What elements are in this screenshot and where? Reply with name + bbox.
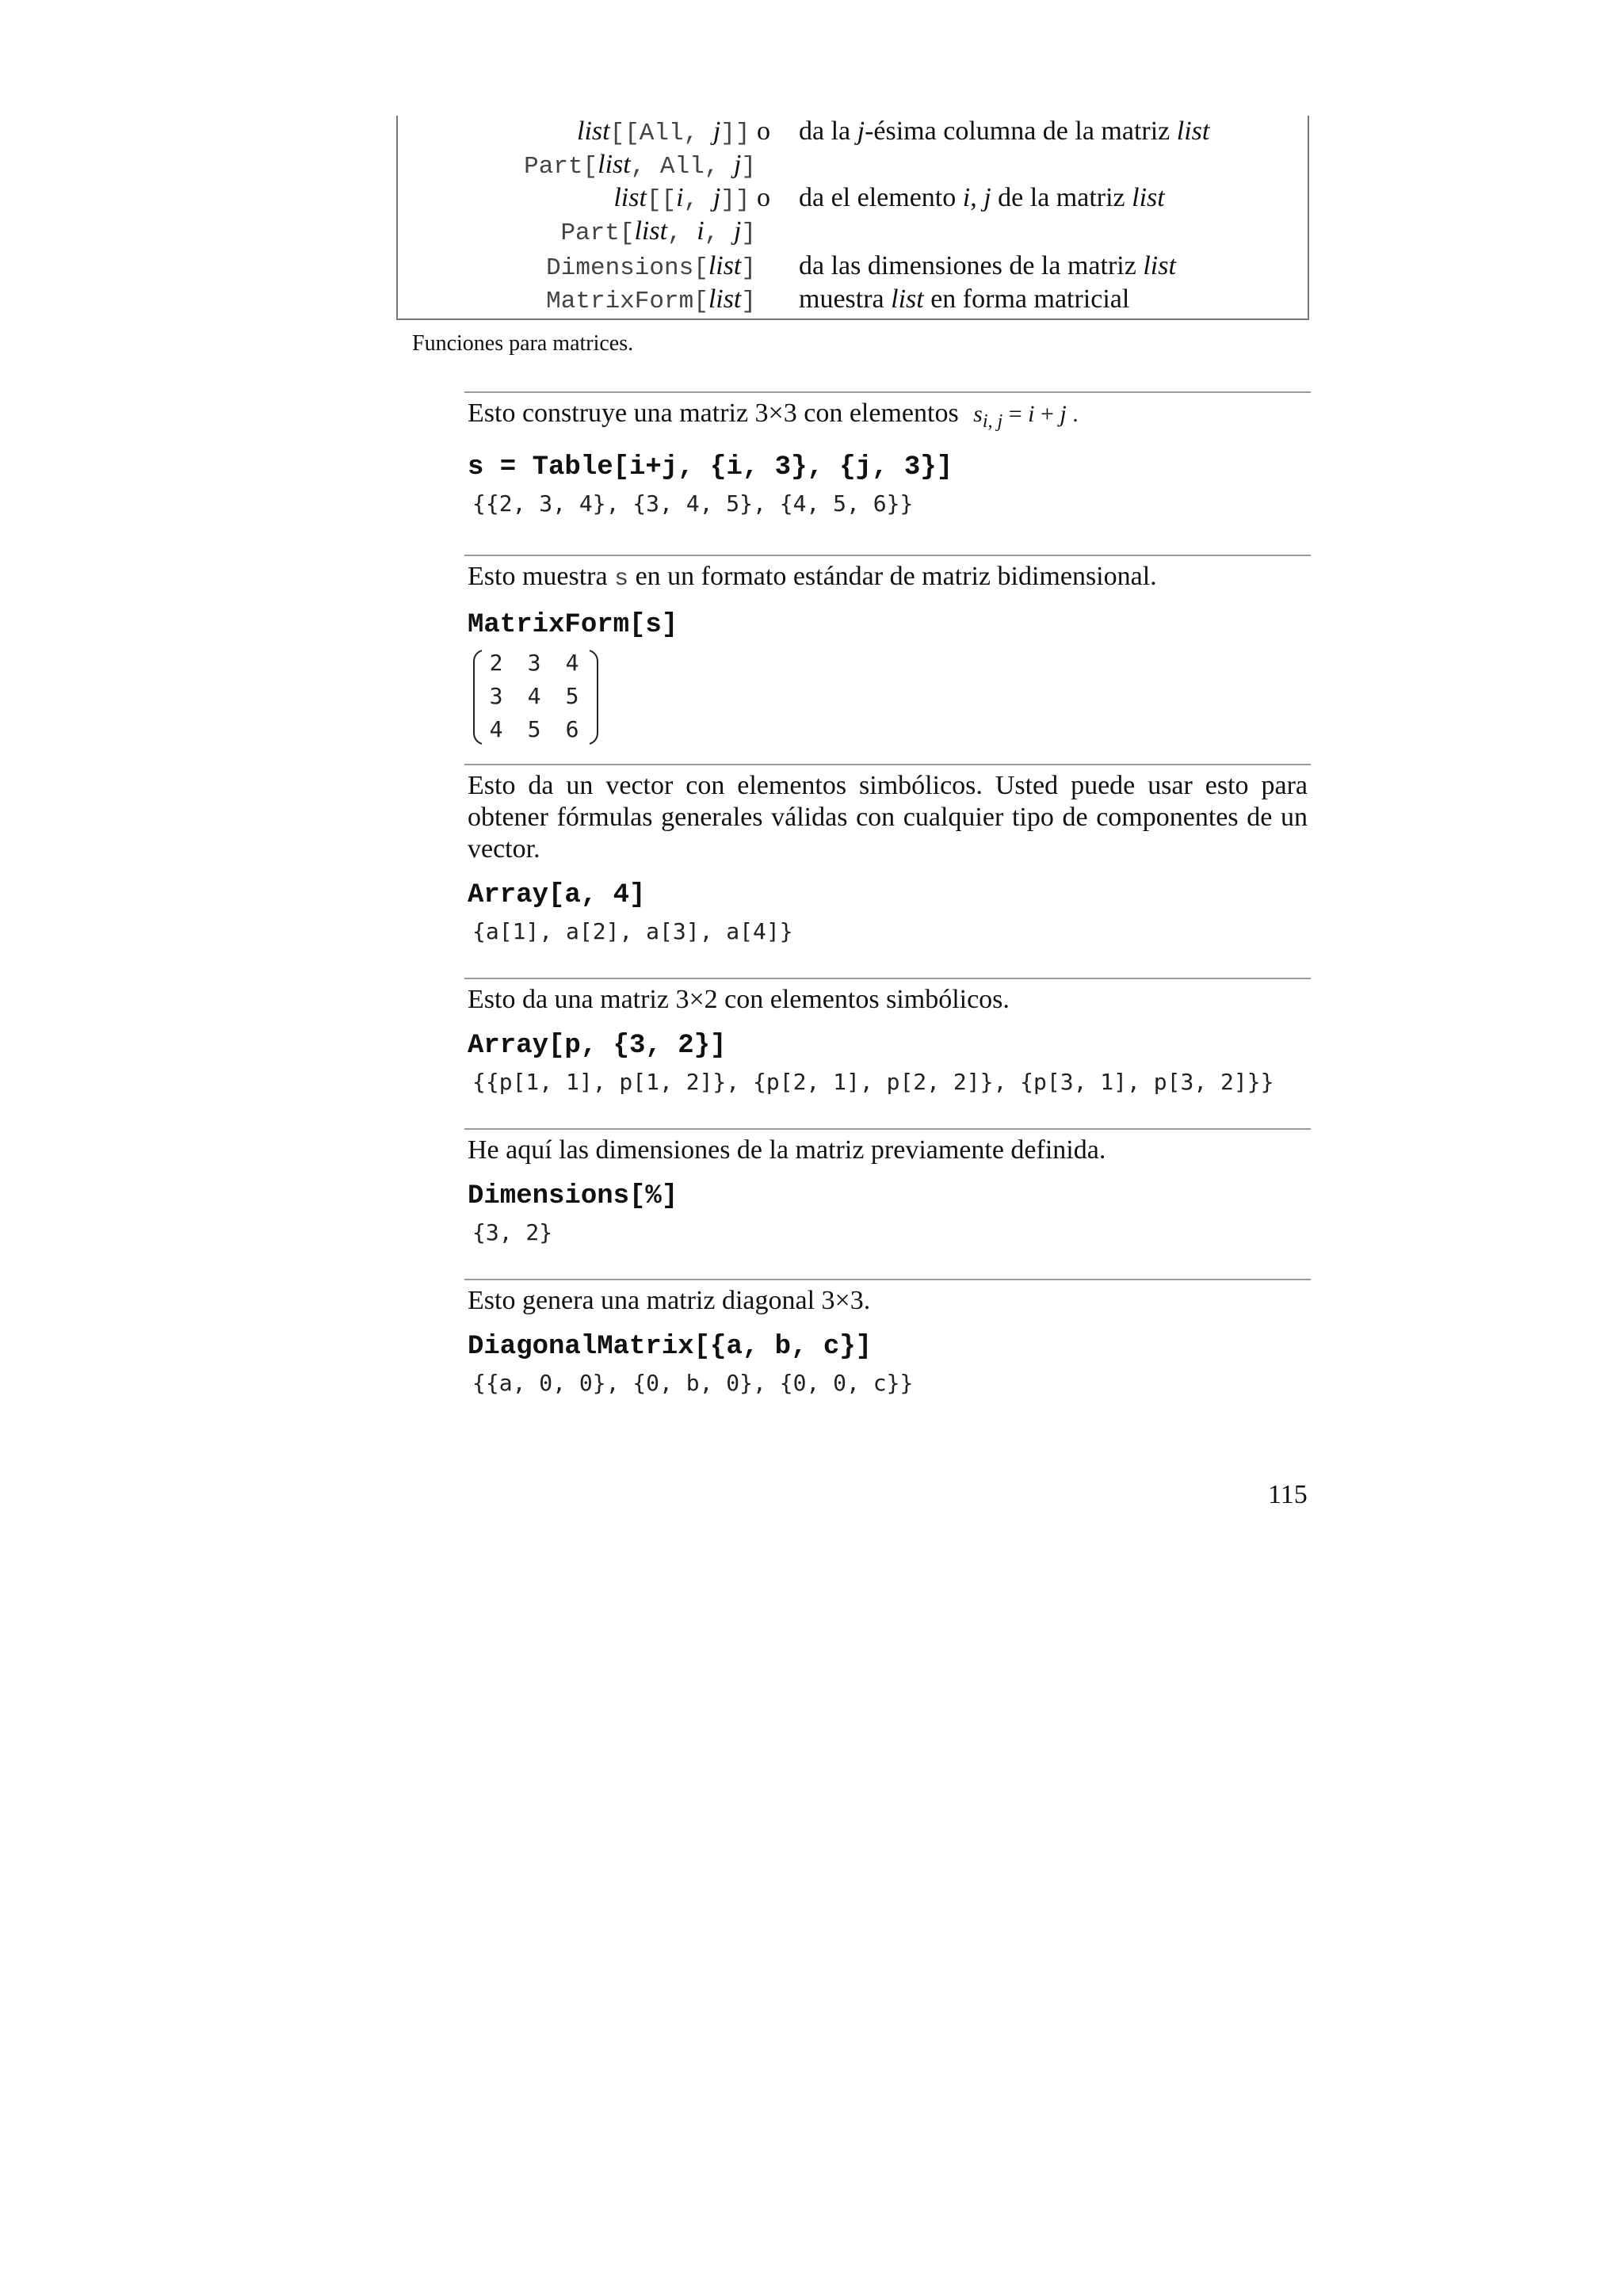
cell-description (468, 393, 1308, 437)
output-result: {{p[1, 1], p[1, 2]}, {p[2, 1], p[2, 2]}, {p[3, 1], p[3, 2]}} (472, 1069, 1274, 1095)
syntax-code: , (667, 219, 697, 247)
table-row-1-syntax-b (524, 149, 756, 181)
table-row-4-syntax (546, 284, 756, 315)
input-code[interactable]: MatrixForm[s] (468, 610, 678, 640)
syntax-code: ] (741, 288, 756, 315)
syntax-code: , (683, 186, 713, 214)
syntax-or: o (750, 116, 770, 146)
matrix-entry: 4 (565, 650, 579, 676)
syntax-or: o (750, 183, 770, 212)
desc-text: da la (799, 116, 857, 146)
input-code[interactable]: DiagonalMatrix[{a, b, c}] (468, 1332, 873, 1362)
table-row-1-syntax-a (577, 116, 770, 147)
left-bracket (474, 650, 482, 744)
desc-text: Esto muestra (468, 562, 615, 591)
desc-text: da el elemento (799, 183, 963, 212)
desc-italic: list (1132, 183, 1165, 212)
input-code[interactable]: Dimensions[%] (468, 1181, 678, 1211)
input-code[interactable]: Array[p, {3, 2}] (468, 1031, 727, 1061)
table-row-4-description (799, 284, 1129, 315)
input-code[interactable]: Array[a, 4] (468, 880, 646, 910)
matrix-entry: 4 (489, 716, 503, 742)
syntax-code: [[All, (609, 120, 713, 147)
syntax-var: list (598, 150, 631, 179)
syntax-var: list (708, 284, 742, 314)
syntax-var: list (613, 183, 647, 212)
desc-text: en un formato estándar de matriz bidimensional. (628, 562, 1157, 591)
desc-text: en forma matricial (923, 284, 1130, 314)
function-table (396, 116, 1309, 320)
table-row-3-syntax (546, 250, 756, 282)
matrix-output (472, 646, 599, 749)
matrix-entry: 5 (527, 716, 541, 742)
matrix-entry: 6 (565, 716, 579, 742)
desc-italic: list (891, 284, 924, 314)
syntax-code: ]] (720, 120, 750, 147)
output-result: {a[1], a[2], a[3], a[4]} (472, 918, 793, 944)
desc-text: -ésima columna de la matriz (865, 116, 1177, 146)
syntax-var: list (708, 251, 742, 280)
desc-italic: j (857, 116, 865, 146)
formula-s: s (973, 401, 983, 427)
example-cell-array-vector (464, 764, 1311, 948)
desc-text: de la matriz (991, 183, 1132, 212)
example-cell-dimensions (464, 1128, 1311, 1249)
example-cell-array-matrix (464, 978, 1311, 1098)
desc-text: da las dimensiones de la matriz (799, 251, 1144, 280)
table-row-1-description (799, 116, 1209, 147)
example-cell-table (464, 391, 1311, 520)
cell-description: Esto genera una matriz diagonal 3×3. (468, 1286, 871, 1315)
formula-j: j (1060, 401, 1067, 427)
cell-description: Esto da una matriz 3×2 con elementos simbólicos. (468, 985, 1010, 1014)
example-cell-matrixform (464, 555, 1311, 749)
output-result: {{a, 0, 0}, {0, b, 0}, {0, 0, c}} (472, 1370, 914, 1396)
cell-description: He aquí las dimensiones de la matriz previamente definida. (468, 1135, 1106, 1165)
formula-eq: = (1002, 401, 1029, 427)
syntax-code: ] (741, 219, 756, 247)
function-table-left-column (398, 116, 770, 318)
syntax-code: [[ (646, 186, 677, 214)
right-bracket (590, 650, 598, 744)
output-result: {{2, 3, 4}, {3, 4, 5}, {4, 5, 6}} (472, 490, 914, 517)
syntax-code: MatrixForm[ (546, 288, 708, 315)
syntax-var: list (634, 216, 668, 246)
syntax-index: j (712, 183, 721, 212)
syntax-code: , (704, 219, 734, 247)
desc-italic: list (1143, 251, 1176, 280)
syntax-code: , All, (630, 153, 734, 181)
table-row-3-description (799, 250, 1176, 282)
desc-text: Esto construye una matriz 3×3 con elementos (468, 399, 966, 428)
formula (973, 401, 1079, 432)
syntax-index: i (676, 183, 684, 212)
table-caption: Funciones para matrices. (412, 331, 634, 356)
example-cell-diagonalmatrix (464, 1279, 1311, 1399)
syntax-code: ]] (720, 186, 750, 214)
syntax-code: Part[ (524, 153, 598, 181)
table-row-2-syntax-a (613, 182, 770, 214)
syntax-code: ] (741, 153, 756, 181)
formula-end: . (1066, 401, 1079, 427)
syntax-index: j (712, 116, 721, 146)
desc-italic: list (1176, 116, 1210, 146)
syntax-var: list (577, 116, 610, 146)
desc-italic: j (983, 183, 991, 212)
formula-plus: + (1034, 401, 1060, 427)
syntax-code: Dimensions[ (546, 254, 708, 282)
syntax-code: ] (741, 254, 756, 282)
matrix-entry: 3 (527, 650, 541, 676)
desc-italic: i (962, 183, 971, 212)
input-code[interactable]: s = Table[i+j, {i, 3}, {j, 3}] (468, 452, 953, 482)
matrix-entry: 2 (489, 650, 503, 676)
desc-text: , (970, 183, 984, 212)
table-row-2-description (799, 182, 1165, 214)
desc-code: s (614, 566, 629, 593)
desc-text: muestra (799, 284, 892, 314)
cell-description (468, 556, 1308, 595)
output-result: {3, 2} (472, 1219, 553, 1245)
page-number: 115 (1268, 1480, 1308, 1509)
matrix-entry: 3 (489, 683, 503, 709)
syntax-index: j (733, 216, 742, 246)
matrix-entry: 4 (527, 683, 541, 709)
formula-subscript: i, j (982, 411, 1003, 432)
formula-i: i (1028, 401, 1035, 427)
syntax-index: j (733, 150, 742, 179)
cell-description: Esto da un vector con elementos simbólicos. Usted puede usar esto para obtener fórmulas generales válidas con cualquier tipo de componentes de un vector. (468, 771, 1308, 864)
matrix-entry: 5 (565, 683, 579, 709)
syntax-code: Part[ (560, 219, 635, 247)
table-row-2-syntax-b (560, 215, 756, 247)
syntax-index: i (697, 216, 705, 246)
